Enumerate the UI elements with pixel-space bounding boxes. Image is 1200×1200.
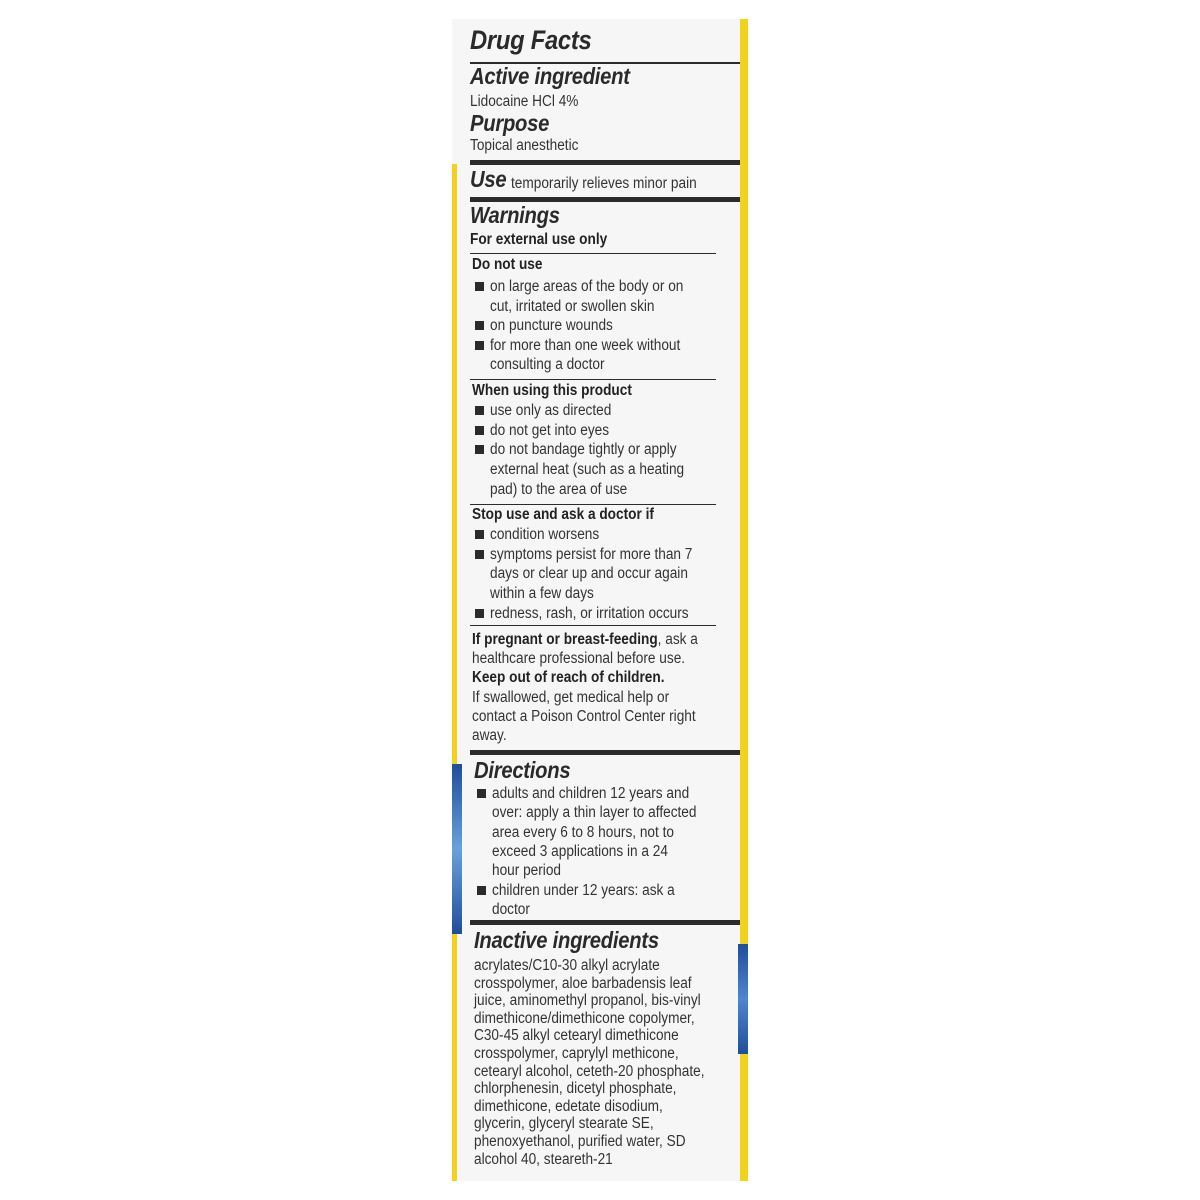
keep-out-of-reach: Keep out of reach of children. [472, 669, 665, 686]
bullet-icon [477, 886, 486, 895]
do-not-use-item: for more than one week without [490, 336, 681, 354]
when-using-item: do not get into eyes [490, 421, 610, 439]
directions-item: adults and children 12 years and [492, 785, 690, 802]
active-ingredient-heading: Active ingredient [470, 63, 630, 89]
pregnant-bold: If pregnant or breast-feeding [472, 631, 658, 648]
inactive-ingredient-line: juice, aminomethyl propanol, bis-vinyl [474, 992, 701, 1010]
bullet-icon [475, 550, 484, 559]
inactive-ingredient-line: alcohol 40, steareth-21 [474, 1150, 613, 1168]
directions-item: area every 6 to 8 hours, not to [492, 823, 674, 841]
inactive-ingredient-line: acrylates/C10-30 alkyl acrylate [474, 957, 660, 974]
inactive-ingredient-line: phenoxyethanol, purified water, SD [474, 1133, 686, 1150]
do-not-use-item: on large areas of the body or on [490, 278, 684, 295]
bullet-icon [475, 445, 484, 454]
directions-heading: Directions [474, 757, 571, 783]
stop-use-item: redness, rash, or irritation occurs [490, 604, 689, 622]
bullet-icon [475, 341, 484, 350]
bullet-icon [475, 530, 484, 539]
inactive-ingredient-line: crosspolymer, caprylyl methicone, [474, 1045, 679, 1062]
package-edge-blue-left [452, 764, 462, 934]
inactive-ingredient-line: dimethicone/dimethicone copolymer, [474, 1009, 695, 1027]
directions-item: hour period [492, 862, 562, 880]
swallowed-line-3: away. [472, 727, 507, 744]
drug-facts-title: Drug Facts [470, 25, 592, 55]
use-value: temporarily relieves minor pain [511, 175, 697, 192]
package-edge-left-yellow [452, 164, 457, 1181]
thin-rule [470, 625, 716, 626]
when-using-item: do not bandage tightly or apply [490, 441, 677, 459]
directions-item: over: apply a thin layer to affected [492, 804, 697, 822]
external-use-label: For external use only [470, 231, 608, 248]
when-using-heading: When using this product [472, 382, 632, 399]
inactive-ingredient-line: C30-45 alkyl cetearyl dimethicone [474, 1027, 679, 1045]
stop-use-item: symptoms persist for more than 7 [490, 545, 693, 563]
directions-item: doctor [492, 900, 530, 918]
active-ingredient-value: Lidocaine HCl 4% [470, 93, 579, 110]
thin-rule [470, 379, 716, 380]
bullet-icon [475, 406, 484, 415]
when-using-item: external heat (such as a heating [490, 461, 685, 479]
purpose-heading: Purpose [470, 110, 550, 136]
thick-rule [470, 160, 740, 165]
thick-rule [470, 750, 740, 755]
inactive-ingredient-line: crosspolymer, aloe barbadensis leaf [474, 974, 692, 992]
do-not-use-heading: Do not use [472, 256, 543, 273]
when-using-item: pad) to the area of use [490, 480, 628, 498]
swallowed-line-2: contact a Poison Control Center right [472, 708, 696, 725]
directions-item: children under 12 years: ask a [492, 881, 675, 899]
swallowed-line-1: If swallowed, get medical help or [472, 689, 670, 706]
stop-use-item: condition worsens [490, 526, 600, 543]
thick-rule [470, 920, 740, 925]
do-not-use-item: on puncture wounds [490, 317, 613, 334]
bullet-icon [475, 282, 484, 291]
warnings-heading: Warnings [470, 202, 560, 228]
drug-facts-panel [452, 19, 748, 1181]
do-not-use-item: cut, irritated or swollen skin [490, 297, 655, 315]
inactive-ingredient-line: dimethicone, edetate disodium, [474, 1097, 663, 1115]
directions-item: exceed 3 applications in a 24 [492, 842, 668, 860]
bullet-icon [475, 609, 484, 618]
inactive-ingredient-line: cetearyl alcohol, ceteth-20 phosphate, [474, 1062, 705, 1080]
inactive-ingredient-line: chlorphenesin, dicetyl phosphate, [474, 1080, 677, 1098]
stop-use-item: days or clear up and occur again [490, 565, 688, 583]
stop-use-item: within a few days [490, 585, 594, 603]
pregnant-line-2: healthcare professional before use. [472, 650, 686, 667]
when-using-item: use only as directed [490, 402, 612, 419]
do-not-use-item: consulting a doctor [490, 356, 605, 373]
use-heading: Use [470, 166, 507, 192]
pregnant-warning [472, 630, 698, 649]
pregnant-rest: , ask a [657, 631, 698, 648]
inactive-ingredients-heading: Inactive ingredients [474, 927, 659, 953]
bullet-icon [477, 789, 486, 798]
stop-use-heading: Stop use and ask a doctor if [472, 506, 654, 523]
package-edge-blue-right [738, 944, 748, 1054]
bullet-icon [475, 426, 484, 435]
inactive-ingredient-line: glycerin, glyceryl stearate SE, [474, 1115, 654, 1133]
bullet-icon [475, 321, 484, 330]
thin-rule [470, 253, 716, 254]
purpose-value: Topical anesthetic [470, 137, 579, 154]
